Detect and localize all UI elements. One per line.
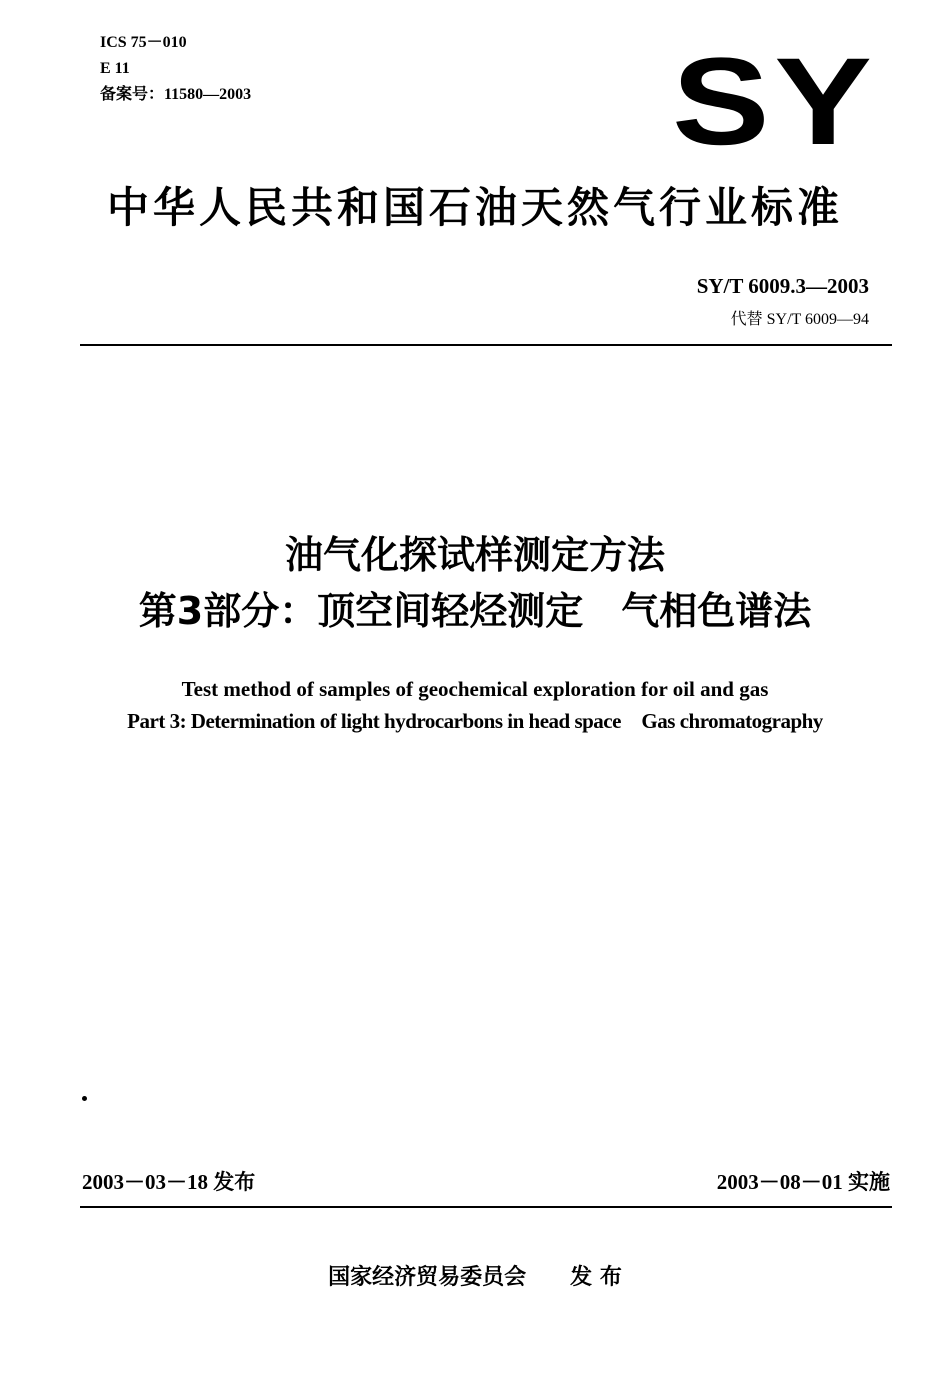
title-cn-line1: 油气化探试样测定方法 [284, 533, 665, 577]
top-divider [80, 344, 892, 346]
standard-number: SY/T 6009.3—2003 [696, 274, 869, 298]
bullet-dot [82, 1096, 87, 1101]
effective-date: 2003－08－01 实施 [716, 1170, 890, 1194]
issue-date: 2003－03－18 发布 [82, 1170, 256, 1194]
category-code: E 11 [100, 60, 130, 77]
ics-code: ICS 75－010 [100, 34, 187, 51]
title-en-line1: Test method of samples of geochemical exploration for oil and gas [181, 677, 769, 701]
industry-standard-title: 中华人民共和国石油天然气行业标准 [106, 183, 843, 232]
record-number: 备案号：11580—2003 [100, 86, 252, 103]
publisher-line [0, 1260, 950, 1291]
sy-logo: SY [672, 33, 877, 171]
title-cn-line2: 第3部分：顶空间轻烃测定 气相色谱法 [138, 589, 812, 633]
bottom-divider [80, 1206, 892, 1208]
replaces-standard: 代替 SY/T 6009—94 [730, 311, 869, 328]
publisher-action: 发 布 [570, 1265, 622, 1290]
classification-codes [100, 30, 251, 108]
title-en-line2: Part 3: Determination of light hydrocarbons in head space Gas chromatography [127, 709, 823, 733]
publisher-org: 国家经济贸易委员会 [328, 1265, 527, 1290]
